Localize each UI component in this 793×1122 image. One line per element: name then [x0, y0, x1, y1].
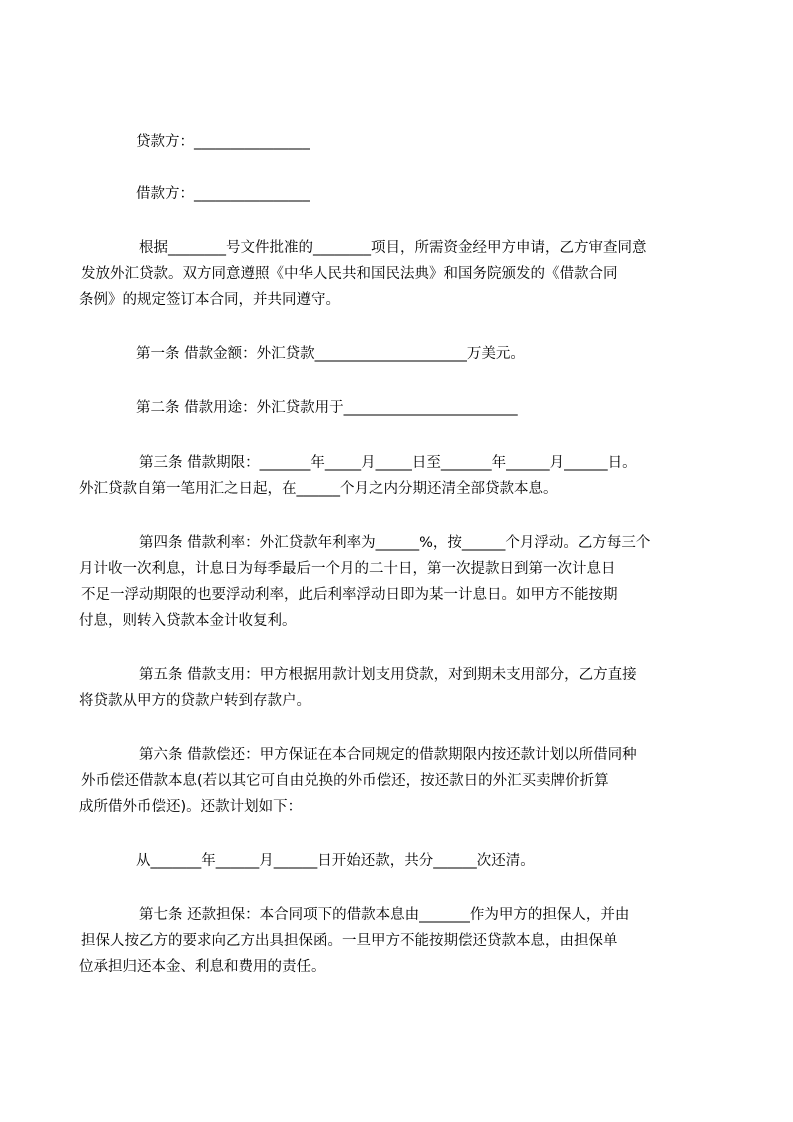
article3-line-2: 外汇贷款自第一笔用汇之日起，在______个月之内分期还清全部贷款本息。 [79, 481, 558, 497]
article3-line-1: 第三条 借款期限：_______年_____月_____日至_______年______月______日。 [139, 455, 637, 471]
article2-line: 第二条 借款用途：外汇贷款用于________________________ [136, 400, 518, 416]
article7-line-2: 担保人按乙方的要求向乙方出具担保函。一旦甲方不能按期偿还贷款本息，由担保单 [81, 933, 618, 949]
article6-line-2: 外币偿还借款本息(若以其它可自由兑换的外币偿还，按还款日的外汇买卖牌价折算 [81, 773, 609, 789]
borrower-line: 借款方：________________ [136, 186, 310, 202]
article4-line-2: 月计收一次利息，计息日为每季最后一个月的二十日，第一次提款日到第一次计息日 [79, 561, 616, 577]
preamble-line-1: 根据________号文件批准的________项目，所需资金经甲方申请，乙方审查同意 [139, 240, 647, 256]
article7-line-3: 位承担归还本金、利息和费用的责任。 [79, 959, 326, 975]
repayment-plan-line: 从_______年______月______日开始还款，共分______次还清。 [136, 853, 535, 869]
article6-line-3: 成所借外币偿还)。还款计划如下： [79, 799, 303, 815]
article5-line-1: 第五条 借款支用：甲方根据用款计划支用贷款，对到期未支用部分，乙方直接 [139, 667, 637, 683]
article4-line-3: 不足一浮动期限的也要浮动利率，此后利率浮动日即为某一计息日。如甲方不能按期 [81, 587, 618, 603]
preamble-line-2: 发放外汇贷款。双方同意遵照《中华人民共和国民法典》和国务院颁发的《借款合同 [81, 266, 618, 282]
article5-line-2: 将贷款从甲方的贷款户转到存款户。 [79, 693, 311, 709]
article6-line-1: 第六条 借款偿还：甲方保证在本合同规定的借款期限内按还款计划以所借同种 [139, 747, 637, 763]
lender-line: 贷款方：________________ [136, 134, 310, 150]
article1-line: 第一条 借款金额：外汇贷款_____________________万美元。 [136, 346, 525, 362]
article7-line-1: 第七条 还款担保：本合同项下的借款本息由_______作为甲方的担保人，并由 [139, 907, 630, 923]
article4-line-1: 第四条 借款利率：外汇贷款年利率为______%，按______个月浮动。乙方每三个 [139, 535, 651, 551]
preamble-line-3: 条例》的规定签订本合同，并共同遵守。 [79, 292, 340, 308]
article4-line-4: 付息，则转入贷款本金计收复利。 [79, 613, 297, 629]
